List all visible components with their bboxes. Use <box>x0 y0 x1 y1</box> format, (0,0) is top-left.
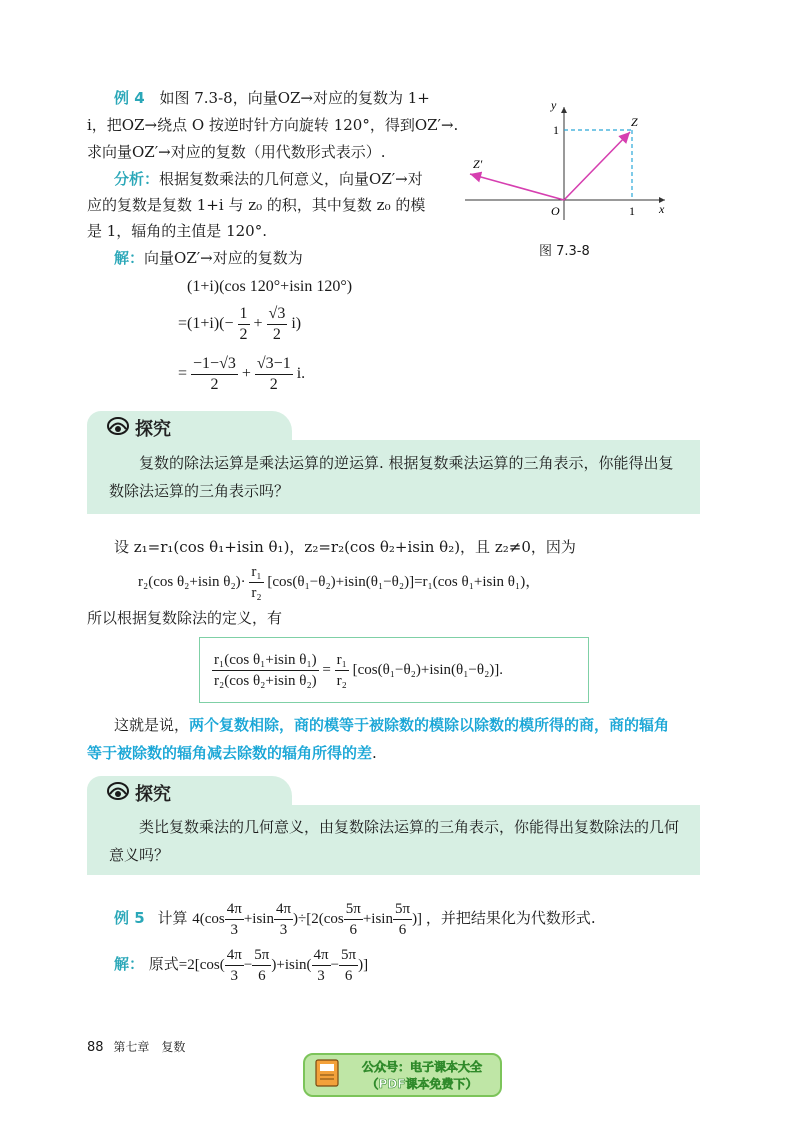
e5-c: )÷[2(cos <box>293 911 344 927</box>
step2-frac-sqrt3-num: √3 <box>267 304 288 325</box>
e5-frac1-den: 3 <box>230 922 239 939</box>
label-y: y <box>551 98 557 112</box>
label-zp: Z′ <box>473 157 483 171</box>
conclusion-line1 <box>114 713 669 737</box>
explore1-box <box>87 440 700 514</box>
explore-icon <box>107 781 129 801</box>
division-frac-main-num: r₁(cos θ₁+isin θ₁) <box>212 650 319 671</box>
conclusion-line2 <box>87 741 377 765</box>
step2-prefix: =(1+i)(− <box>178 315 234 332</box>
e5-frac1-num: 4π <box>225 899 244 920</box>
division-formula <box>212 646 503 694</box>
step3-frac2 <box>255 354 293 395</box>
analysis-line3: 是 1，辐角的主值是 120°. <box>87 222 267 240</box>
e5-frac4 <box>393 899 412 940</box>
derivation-line2-a: r₂(cos θ₂+isin θ₂)· <box>138 574 246 590</box>
page-footer <box>87 1038 185 1055</box>
label-z: Z <box>631 115 638 129</box>
step2-frac-sqrt3-den: 2 <box>272 325 281 343</box>
step3-eq: = <box>178 365 188 382</box>
e5-frac3-num: 5π <box>344 899 363 920</box>
division-frac-main-den: r₂(cos θ₂+isin θ₂) <box>214 673 317 690</box>
e5s-frac4-den: 6 <box>344 968 353 985</box>
derivation-line2-b: [cos(θ₁−θ₂)+isin(θ₁−θ₂)]=r₁(cos θ₁+isin θ₁)， <box>267 574 541 590</box>
e5-e: )] <box>412 911 423 927</box>
e5s-frac3-den: 3 <box>317 968 325 985</box>
derivation-frac-den: r₂ <box>251 585 262 602</box>
derivation-frac-num: r₁ <box>249 562 263 583</box>
step3-end: i. <box>296 365 306 382</box>
step3-frac1-num: −1−√3 <box>191 354 238 375</box>
explore1-tab <box>87 411 292 441</box>
derivation-line3: 所以根据复数除法的定义，有 <box>87 609 283 627</box>
chapter-title: 第七章 复数 <box>113 1040 186 1054</box>
example5-solution-label: 解： <box>114 955 145 973</box>
example5-tail: ，并把结果化为代数形式. <box>425 909 596 927</box>
analysis-label: 分析： <box>114 170 160 188</box>
explore1-title: 探究 <box>135 419 171 440</box>
step2-frac-den: 2 <box>239 325 248 343</box>
derivation-line2 <box>138 560 540 606</box>
e5-b: +isin <box>243 911 274 927</box>
stamp-line1: 公众号：电子课本大全 <box>361 1060 482 1074</box>
step2-frac-num: 1 <box>238 304 250 325</box>
conclusion-highlight2: 等于被除数的辐角减去除数的辐角所得的差 <box>87 744 373 762</box>
e5s-frac4-num: 5π <box>339 945 358 966</box>
e5s-orig: 原式=2[cos( <box>148 957 225 973</box>
e5s-minus1: − <box>243 957 253 973</box>
step3-frac2-den: 2 <box>269 375 278 393</box>
example4-label: 例 4 <box>114 89 145 107</box>
e5s-frac2 <box>252 945 271 986</box>
page-number: 88 <box>87 1040 104 1055</box>
e5-frac2-den: 3 <box>279 922 288 939</box>
e5s-close: )] <box>358 957 369 973</box>
example5-calc: 计算 <box>157 909 188 927</box>
analysis-text1: 根据复数乘法的几何意义，向量OZ′→对 <box>159 170 423 188</box>
vector-ozp <box>470 174 564 200</box>
watermark-stamp <box>303 1053 502 1097</box>
solution4-step1: (1+i)(cos 120°+isin 120°) <box>187 278 353 295</box>
book-icon <box>313 1058 343 1090</box>
e5-a: 4(cos <box>192 911 225 927</box>
division-frac-r-den: r₂ <box>336 673 347 690</box>
e5s-frac4 <box>339 945 358 986</box>
e5-frac3 <box>344 899 363 940</box>
analysis-line1 <box>114 167 423 191</box>
step2-frac-sqrt3 <box>267 304 288 345</box>
derivation-line1: 设 z₁=r₁(cos θ₁+isin θ₁)，z₂=r₂(cos θ₂+isin θ₂)，且 z₂≠0，因为 <box>114 538 576 556</box>
stamp-line2: （PDF课本免费下） <box>366 1077 478 1091</box>
e5s-frac3-num: 4π <box>312 945 331 966</box>
solution4-step3 <box>178 352 305 398</box>
example5-solution <box>114 942 368 987</box>
step3-frac2-num: √3−1 <box>255 354 293 375</box>
label-x: x <box>659 202 665 216</box>
conclusion-prefix: 这就是说， <box>114 716 190 734</box>
tick-1-x: 1 <box>629 204 635 218</box>
example4-line1 <box>114 86 430 110</box>
e5s-frac2-den: 6 <box>258 968 266 985</box>
explore2-text: 类比复数乘法的几何意义，由复数除法运算的三角表示，你能得出复数除法的几何意义吗？ <box>109 818 680 864</box>
e5-frac1 <box>225 899 244 940</box>
figure-7-3-8 <box>455 95 680 225</box>
e5s-frac1-num: 4π <box>225 945 244 966</box>
explore1-text: 复数的除法运算是乘法运算的逆运算. 根据复数乘法运算的三角表示，你能得出复数除法运算的三角表示吗？ <box>109 454 674 500</box>
tick-1-y: 1 <box>553 123 559 137</box>
e5-frac3-den: 6 <box>349 922 358 939</box>
explore-icon <box>107 416 129 436</box>
e5-d: +isin <box>362 911 393 927</box>
e5-frac4-den: 6 <box>398 922 407 939</box>
step2-plus: + <box>253 315 263 332</box>
solution4-step2 <box>178 302 301 348</box>
e5-frac4-num: 5π <box>393 899 412 920</box>
step3-plus: + <box>241 365 251 382</box>
solution4-intro: 向量OZ′→对应的复数为 <box>144 249 303 267</box>
division-frac-main <box>212 650 319 691</box>
solution4-line <box>114 246 303 270</box>
e5s-frac3 <box>312 945 331 986</box>
step3-frac1 <box>191 354 238 395</box>
explore2-title: 探究 <box>135 784 171 805</box>
derivation-frac <box>249 562 263 603</box>
label-o: O <box>551 204 560 218</box>
e5s-frac1 <box>225 945 244 986</box>
division-rest: [cos(θ₁−θ₂)+isin(θ₁−θ₂)]. <box>352 662 504 678</box>
e5-frac2-num: 4π <box>274 899 293 920</box>
step2-end: i) <box>291 315 302 332</box>
step3-frac1-den: 2 <box>210 375 219 393</box>
example4-line2: i，把OZ→绕点 O 按逆时针方向旋转 120°，得到OZ′→. <box>87 116 459 134</box>
division-formula-box <box>199 637 589 703</box>
explore2-box <box>87 805 700 875</box>
figure-caption: 图 7.3-8 <box>539 244 590 259</box>
analysis-line2: 应的复数是复数 1+i 与 z₀ 的积，其中复数 z₀ 的模 <box>87 196 426 214</box>
e5s-minus2: − <box>330 957 340 973</box>
e5s-mid: )+isin( <box>271 957 312 973</box>
example5-line <box>114 896 596 941</box>
division-frac-r-num: r₁ <box>335 650 349 671</box>
example4-line3: 求向量OZ′→对应的复数（用代数形式表示）. <box>87 143 386 161</box>
conclusion-highlight1: 两个复数相除，商的模等于被除数的模除以除数的模所得的商，商的辐角 <box>189 716 670 734</box>
e5s-frac2-num: 5π <box>252 945 271 966</box>
example4-text1: 如图 7.3-8，向量OZ→对应的复数为 1+ <box>159 89 430 107</box>
vector-oz <box>564 132 630 200</box>
division-frac-r <box>335 650 349 691</box>
example5-label: 例 5 <box>114 909 145 927</box>
explore2-tab <box>87 776 292 806</box>
e5-frac2 <box>274 899 293 940</box>
solution4-label: 解： <box>114 249 145 267</box>
step2-frac-half <box>238 304 250 345</box>
conclusion-end: . <box>372 744 377 762</box>
division-eq: = <box>322 662 331 678</box>
e5s-frac1-den: 3 <box>230 968 239 985</box>
